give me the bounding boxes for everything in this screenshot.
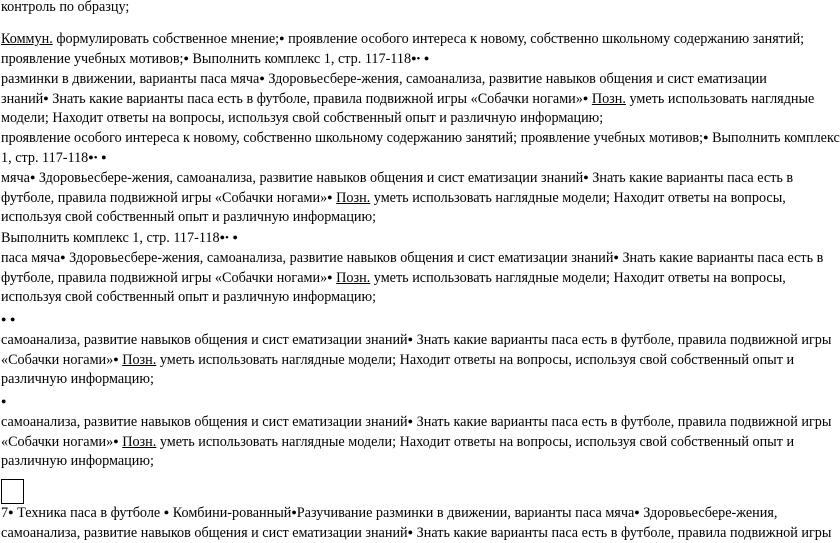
pozn-label: Позн. [122, 352, 157, 368]
text-run: Разучивание разминки в движении, варианты паса мяча [296, 505, 635, 521]
bullet-icon: ● [407, 334, 414, 344]
text-line: используя свой собственный опыт и различную информацию; [1, 289, 377, 305]
bullet-icon: ● [582, 93, 589, 103]
text-line: различную информацию; [1, 453, 154, 469]
text-run: проявление особого интереса к новому, собственно школьному содержанию занятий; проявление учебных мотивов; [1, 130, 704, 146]
text-run: «Собачки ногами» [1, 352, 114, 368]
text-line [1, 49, 811, 69]
text-run: Здоровьесбере-жения, самоанализа, развитие навыков общения и сист ематизации [264, 71, 767, 87]
bullet-icon: ● [113, 436, 119, 446]
text-run: уметь использовать наглядные модели; Находит ответы на вопросы, [370, 270, 786, 286]
text-run: футболе, правила подвижной игры «Собачки ногами» [1, 270, 328, 286]
pozn-label: Позн. [591, 91, 626, 107]
text-run: проявление учебных мотивов; [1, 51, 184, 67]
text-line [1, 330, 832, 350]
bullet-icon: ● [327, 272, 333, 282]
text-run: Знать какие варианты паса есть в футболе, правила подвижной игры [413, 332, 832, 348]
text-line [1, 523, 832, 543]
text-run: Выполнить комплекс 1, стр. 117-118 [188, 51, 412, 67]
bullet-icon: ● [583, 172, 589, 182]
pozn-label: Позн. [122, 434, 157, 450]
text-run: Техника паса в футболе [13, 505, 164, 521]
text-run: разминки в движении, варианты паса мяча [1, 71, 260, 87]
pozn-label: Позн. [336, 270, 371, 286]
text-line [1, 310, 811, 330]
text-line [1, 268, 811, 288]
text-line: контроль по образцу; [1, 0, 130, 15]
text-line [1, 188, 811, 208]
text-run: уметь использовать наглядные модели; Находит ответы на вопросы, [370, 190, 786, 206]
text-run: Здоровьесбере-жения, самоанализа, развитие навыков общения и сист ематизации знаний [65, 250, 614, 266]
text-run: мяча [1, 170, 30, 186]
bullet-icon: ● [634, 507, 640, 517]
bullet-icon: ● [1, 396, 7, 406]
text-line [1, 29, 811, 49]
text-run: уметь использовать наглядные модели; Находит ответы на вопросы, используя свой собственный опыт и [156, 434, 795, 450]
bullet-icon: ● [613, 252, 619, 262]
text-line [1, 248, 824, 268]
text-line [1, 228, 811, 248]
bullet-icon: ● [113, 354, 119, 364]
text-run: Выполнить комплекс 1, стр. 117-118 [1, 230, 220, 246]
text-line [1, 128, 840, 148]
bullet-icon: ● [9, 314, 16, 324]
text-run: Знать какие варианты паса есть в [618, 250, 824, 266]
text-line: модели; Находит ответы на вопросы, используя свой собственный опыт и различную информацию; [1, 110, 604, 126]
bullet-icon: ● [1, 314, 7, 324]
text-run: паса мяча [1, 250, 61, 266]
text-run: уметь использовать наглядные модели; Находит ответы на вопросы, используя свой собственный опыт и [156, 352, 795, 368]
bullet-icon: ● [423, 53, 430, 63]
text-line [1, 69, 811, 89]
pozn-label: Позн. [336, 190, 371, 206]
bullet-icon: ● [43, 93, 49, 103]
text-block-0 [1, 0, 811, 17]
bullet-icon: ● [407, 527, 414, 537]
bullet-icon: ● [183, 53, 189, 63]
text-line [1, 412, 832, 432]
bullet-icon: ● [291, 507, 297, 517]
text-run: формулировать собственное мнение; [52, 31, 280, 47]
bullet-icon: ● [60, 252, 66, 262]
text-block-6 [1, 503, 832, 543]
bullet-icon: ● [279, 33, 285, 43]
text-line [1, 432, 811, 452]
bullet-icon: ● [232, 232, 238, 242]
text-run: Знать какие варианты паса есть в футболе, правила подвижной игры [413, 414, 832, 430]
text-run: Знать какие варианты паса есть в футболе, правила подвижной игры «Собачки ногами» [48, 91, 583, 107]
text-block-1 [1, 29, 815, 128]
bullet-icon: ● [407, 416, 414, 426]
bullet-icon: ● [259, 73, 265, 83]
text-run: знаний [1, 91, 44, 107]
text-block-4 [1, 310, 832, 389]
text-line [1, 168, 811, 188]
text-run: самоанализа, развитие навыков общения и сист ематизации знаний [1, 525, 408, 541]
text-line [1, 350, 811, 370]
kommun-label: Коммун. [1, 31, 53, 47]
text-line: используя свой собственный опыт и различную информацию; [1, 209, 377, 225]
text-block-3 [1, 228, 824, 307]
text-run: Комбини-рованный [169, 505, 292, 521]
text-run: Выполнить комплекс [708, 130, 840, 146]
text-line: различную информацию; [1, 371, 154, 387]
text-line [1, 392, 811, 412]
text-run: самоанализа, развитие навыков общения и сист ематизации знаний [1, 414, 408, 430]
text-run: проявление особого интереса к новому, собственно школьному содержанию занятий; [284, 31, 805, 47]
text-block-5 [1, 392, 832, 471]
bullet-icon: • [416, 53, 421, 65]
bullet-icon: ● [101, 152, 107, 162]
text-run: 1, стр. 117-118 [1, 150, 89, 166]
bullet-icon: ● [703, 132, 709, 142]
text-run: Знать какие варианты паса есть в футболе, правила подвижной игры [413, 525, 832, 541]
bullet-icon: ● [8, 507, 14, 517]
bullet-icon: ● [88, 152, 94, 162]
text-run: Здоровьесбере-жения, самоанализа, развитие навыков общения и сист ематизации знаний [35, 170, 584, 186]
text-line [1, 148, 811, 168]
text-run: «Собачки ногами» [1, 434, 114, 450]
table-cell-box [1, 479, 24, 504]
text-run: футболе, правила подвижной игры «Собачки ногами» [1, 190, 328, 206]
bullet-icon: ● [411, 53, 417, 63]
bullet-icon: • [93, 152, 98, 164]
bullet-icon: ● [327, 192, 333, 202]
text-run: Здоровьесбере-жения, [639, 505, 778, 521]
text-line [1, 89, 815, 109]
text-run: Знать какие варианты паса есть в [588, 170, 794, 186]
bullet-icon: ● [163, 507, 170, 517]
text-line [1, 503, 811, 523]
text-run: уметь использовать наглядные [625, 91, 815, 107]
bullet-icon: ● [29, 172, 36, 182]
text-block-2 [1, 128, 840, 227]
bullet-icon: ● [219, 232, 226, 242]
text-run: самоанализа, развитие навыков общения и сист ематизации знаний [1, 332, 408, 348]
row-number: 7 [1, 505, 9, 521]
bullet-icon: • [225, 232, 229, 244]
